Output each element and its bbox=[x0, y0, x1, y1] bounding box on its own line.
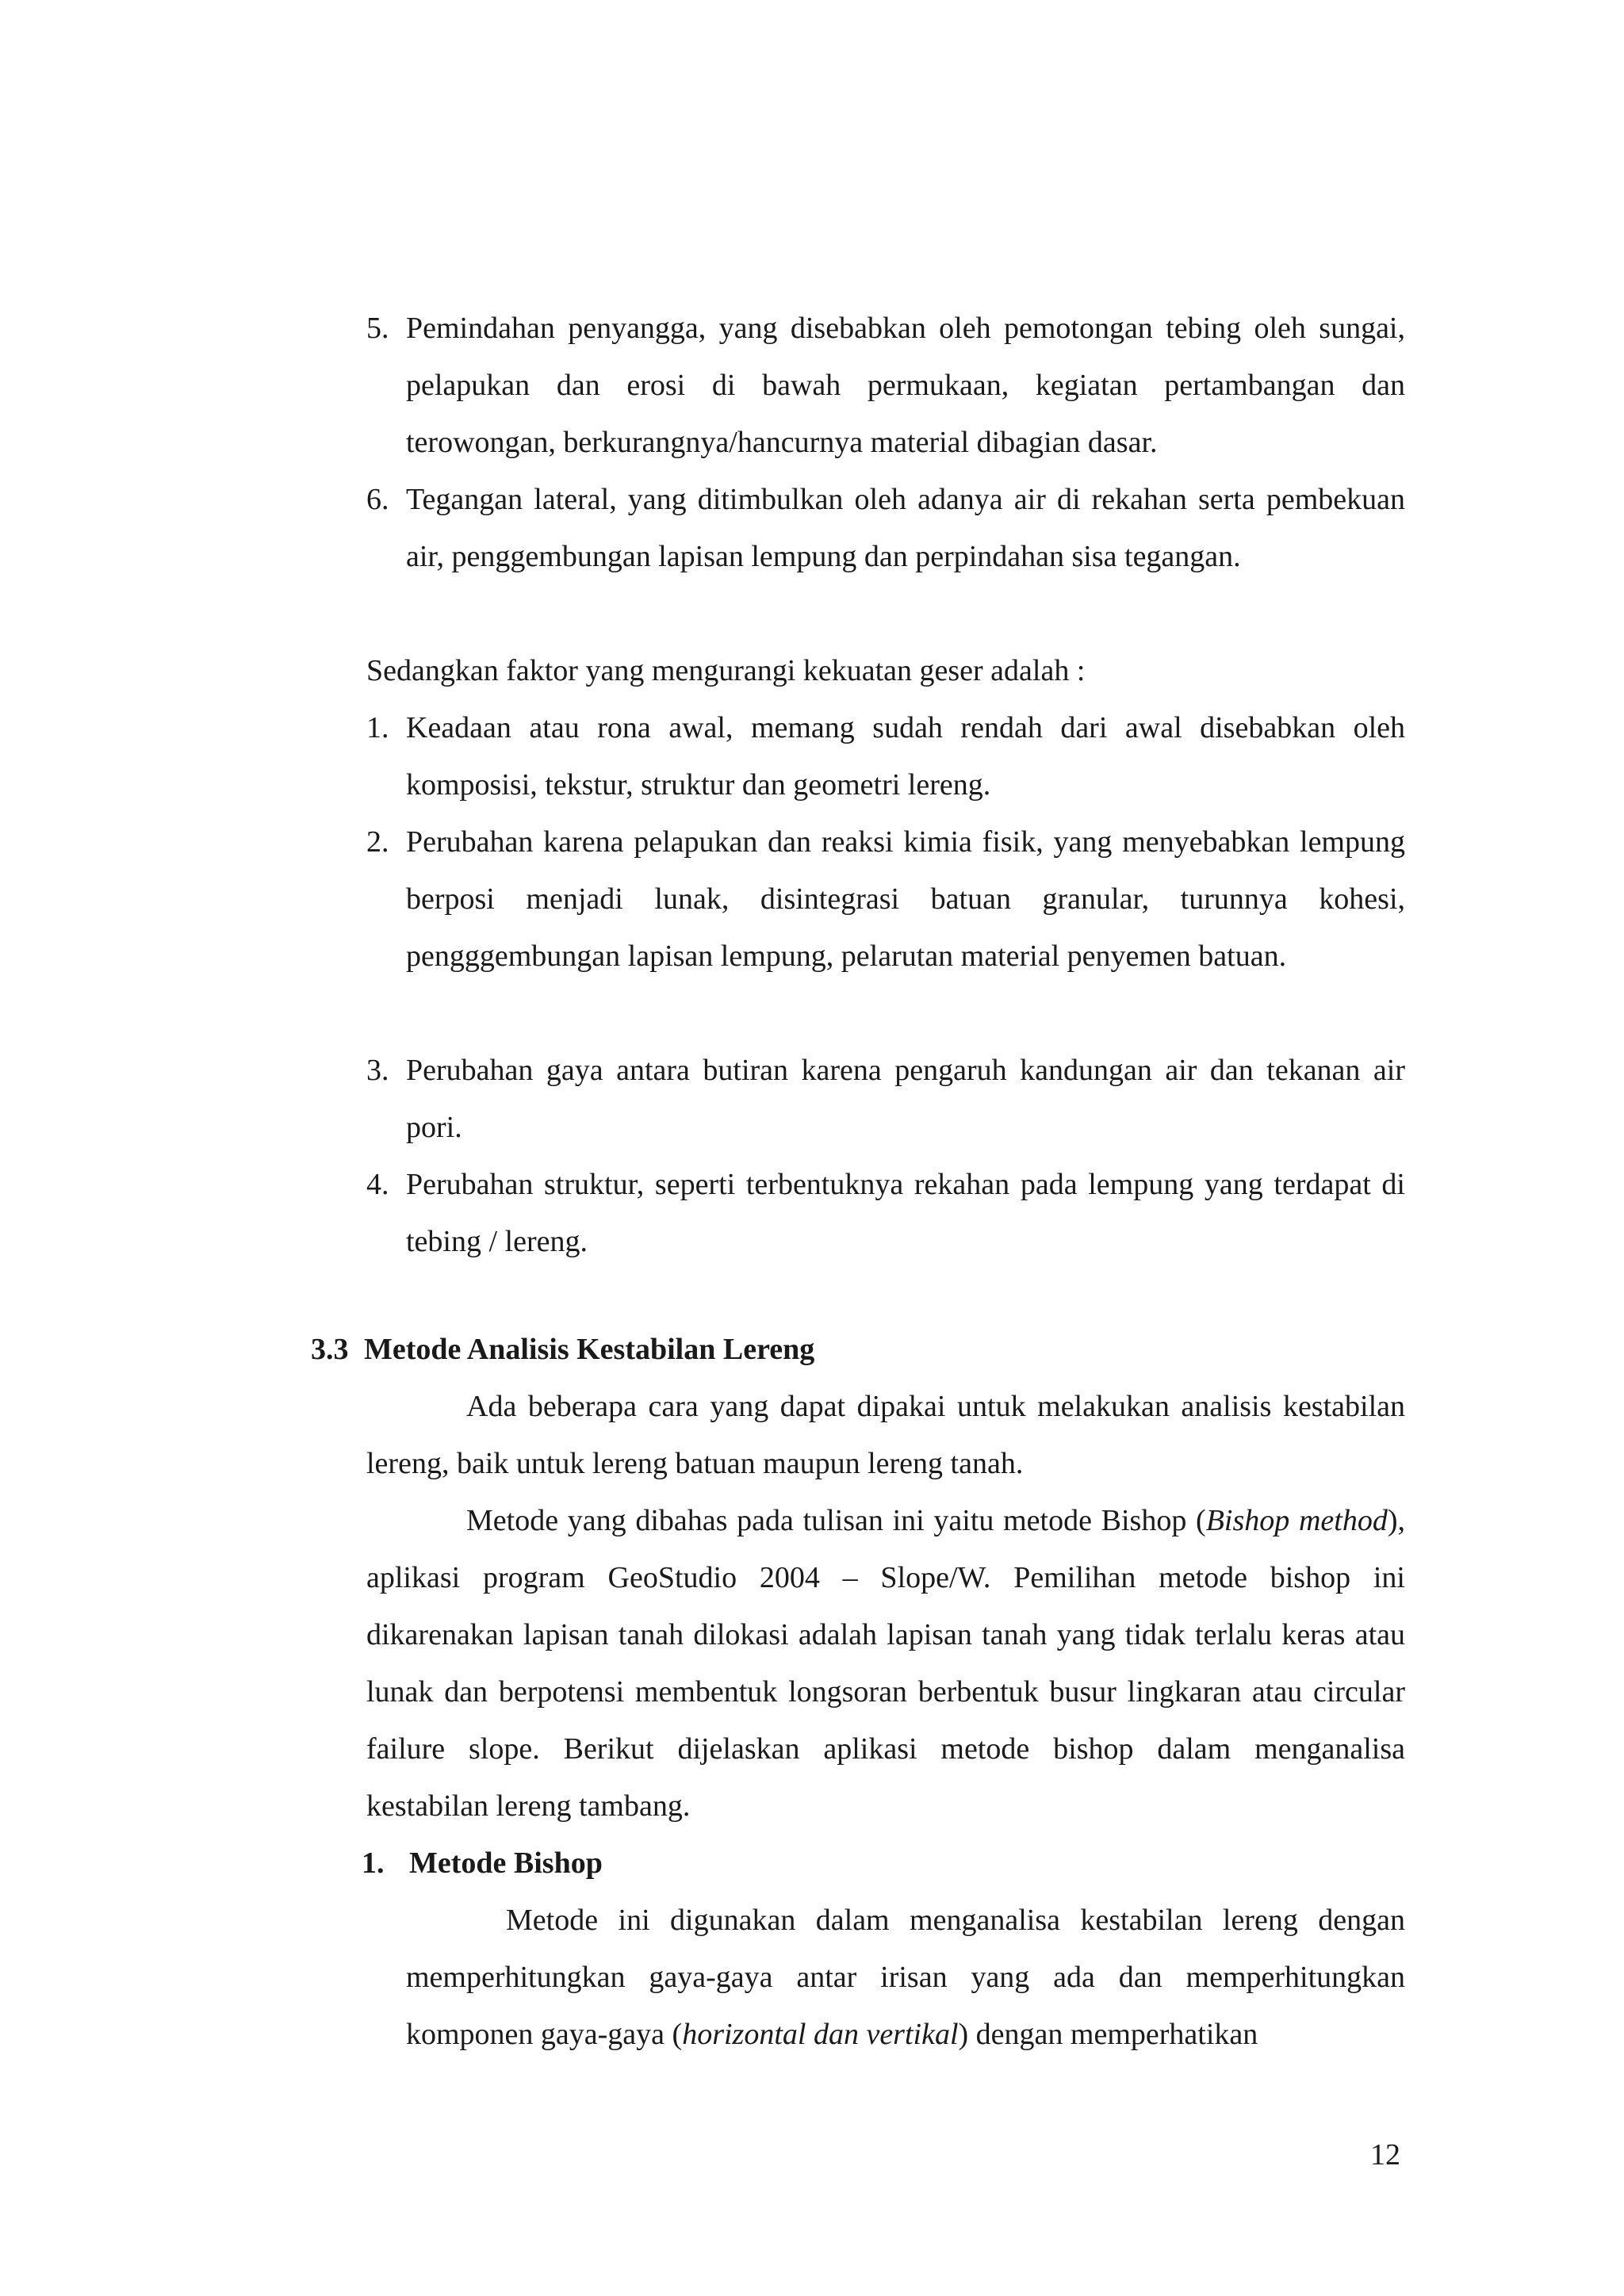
paragraph: Ada beberapa cara yang dapat dipakai untuk melakukan analisis kestabilan lereng, baik untuk lereng batuan maupun lereng tanah. bbox=[366, 1390, 1405, 1480]
subsection-heading bbox=[362, 1835, 1405, 1892]
paragraph-text: Metode yang dibahas pada tulisan ini yaitu metode Bishop ( bbox=[466, 1504, 1206, 1537]
list-item bbox=[366, 471, 1405, 642]
paragraph-italic-text: Bishop method bbox=[1205, 1504, 1388, 1537]
list-item-number: 5. bbox=[366, 312, 389, 345]
list-item bbox=[366, 300, 1405, 471]
list-item bbox=[366, 1042, 1405, 1156]
paragraph-italic-text: horizontal dan vertikal bbox=[682, 2018, 959, 2051]
list-item-text: Perubahan gaya antara butiran karena pengaruh kandungan air dan tekanan air pori. bbox=[406, 1054, 1405, 1144]
paragraph-text: ), aplikasi program GeoStudio 2004 – Slope/W. Pemilihan metode bishop ini dikarenakan lapisan tanah dilokasi adalah lapisan tanah yang tidak terlalu keras atau lunak dan berpotensi membentuk longsoran berbentuk busur lingkaran atau circular failure slope. Berikut dijelaskan aplikasi metode bishop dalam menganalisa kestabilan lereng tambang. bbox=[366, 1504, 1405, 1823]
list-item bbox=[366, 1156, 1405, 1270]
section-heading bbox=[311, 1321, 1405, 1378]
list-item bbox=[366, 699, 1405, 813]
list-item bbox=[366, 813, 1405, 1042]
list-item-text: Keadaan atau rona awal, memang sudah rendah dari awal disebabkan oleh komposisi, tekstur, struktur dan geometri lereng. bbox=[406, 711, 1405, 802]
intro-paragraph: Sedangkan faktor yang mengurangi kekuatan geser adalah : bbox=[366, 654, 1086, 687]
subsection-number: 1. bbox=[362, 1846, 385, 1880]
paragraph bbox=[406, 1892, 1405, 2063]
page-number: 12 bbox=[1370, 2138, 1400, 2172]
list-item-text: Tegangan lateral, yang ditimbulkan oleh adanya air di rekahan serta pembekuan air, penggembungan lapisan lempung dan perpindahan sisa tegangan. bbox=[406, 483, 1405, 573]
paragraph-text: ) dengan memperhatikan bbox=[958, 2018, 1258, 2051]
list-item-number: 2. bbox=[366, 825, 389, 859]
list-item-text: Perubahan struktur, seperti terbentuknya rekahan pada lempung yang terdapat di tebing / lereng. bbox=[406, 1168, 1405, 1258]
list-item-text: Perubahan karena pelapukan dan reaksi kimia fisik, yang menyebabkan lempung berposi menjadi lunak, disintegrasi batuan granular, turunnya kohesi, pengggembungan lapisan lempung, pelarutan material penyemen batuan. bbox=[406, 825, 1405, 973]
subsection-title: Metode Bishop bbox=[409, 1846, 603, 1880]
section-number: 3.3 bbox=[311, 1333, 349, 1366]
list-item-number: 6. bbox=[366, 483, 389, 516]
section-title: Metode Analisis Kestabilan Lereng bbox=[364, 1333, 815, 1366]
paragraph-text: Metode ini digunakan dalam menganalisa kestabilan lereng dengan memperhitungkan gaya-gaya antar irisan yang ada dan memperhitungkan komponen gaya-gaya ( bbox=[406, 1904, 1405, 2051]
paragraph bbox=[366, 1492, 1405, 1835]
list-item-text: Pemindahan penyangga, yang disebabkan oleh pemotongan tebing oleh sungai, pelapukan dan erosi di bawah permukaan, kegiatan pertambangan dan terowongan, berkurangnya/hancurnya material dibagian dasar. bbox=[406, 312, 1405, 459]
list-item-number: 3. bbox=[366, 1054, 389, 1087]
list-item-number: 1. bbox=[366, 711, 389, 744]
list-item-number: 4. bbox=[366, 1168, 389, 1201]
